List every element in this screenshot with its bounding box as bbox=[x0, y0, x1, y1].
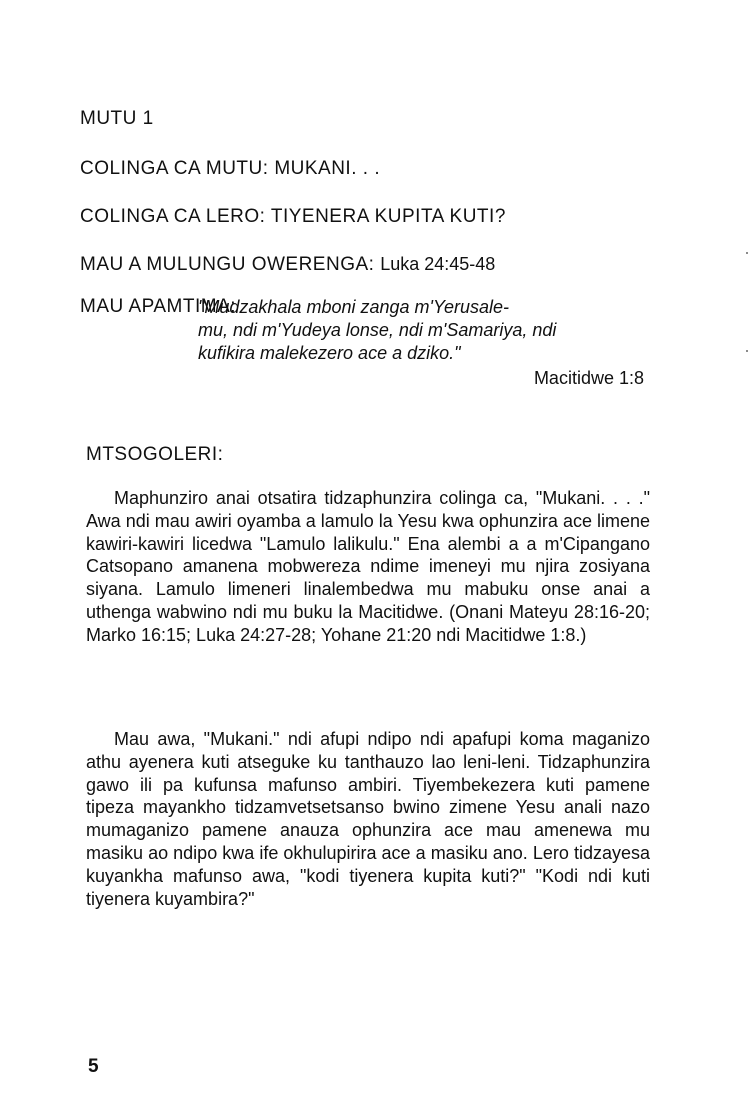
memory-verse-reference: Macitidwe 1:8 bbox=[533, 368, 644, 388]
scan-speck bbox=[746, 350, 748, 352]
section-title bbox=[86, 444, 223, 466]
lesson-number-text: MUTU 1 bbox=[80, 108, 154, 129]
section-title-text: MTSOGOLERI: bbox=[86, 444, 224, 465]
scripture-reading-line bbox=[80, 254, 495, 276]
memory-verse-line-1: "Mudzakhala mboni zanga m'Yerusale- bbox=[198, 297, 509, 317]
lesson-number bbox=[80, 108, 154, 130]
today-aim-value: TIYENERA KUPITA KUTI? bbox=[270, 206, 506, 227]
scripture-reading-label: MAU A MULUNGU OWERENGA: bbox=[80, 254, 375, 275]
scripture-reading-value: Luka 24:45-48 bbox=[380, 254, 496, 274]
paragraph-1: Maphunziro anai otsatira tidzaphunzira colinga ca, "Mukani. . . ." Awa ndi mau awiri oyamba a lamulo la Yesu kwa ophunzira ace limene kawiri-kawiri licedwa "Lamulo lalikulu." Ena alembi a a m'Cipangano Catsopano amanena mobwereza ndime imeneyi mu njira zosiyana siyana. Lamulo limeneri linalembedwa mu mabuku onse anai a uthenga wabwino ndi mu buku la Macitidwe. (Onani Mateyu 28:16-20; Marko 16:15; Luka 24:27-28; Yohane 21:20 ndi Macitidwe 1:8.) bbox=[86, 488, 650, 645]
today-aim-label: COLINGA CA LERO: bbox=[80, 206, 266, 227]
lesson-aim-label: COLINGA CA MUTU: bbox=[80, 158, 269, 179]
memory-verse-label: MAU APAMTIMA: bbox=[80, 296, 237, 317]
today-aim-line bbox=[80, 206, 506, 228]
paragraph-2: Mau awa, "Mukani." ndi afupi ndipo ndi apafupi koma maganizo athu ayenera kuti atseguke ku tanthauzo lao leni-leni. Tidzaphunzira gawo ili pa kufunsa mafunso ambiri. Tiyembekezera kuti pamene tipeza mayankho tidzamvetsetsanso bwino zimene Yesu anali nazo mumaganizo pamene anauza ophunzira ace mau amenewa mu masiku ao ndipo kwa ife okhulupirira ace a masiku ano. Lero tidzayesa kuyankha mafunso awa, "kodi tiyenera kupita kuti?" "Kodi ndi kuti tiyenera kuyambira?" bbox=[86, 729, 650, 909]
page-number: 5 bbox=[88, 1056, 99, 1077]
lesson-aim-line bbox=[80, 158, 380, 180]
memory-verse-line-3: kufikira malekezero ace a dziko." bbox=[198, 343, 461, 363]
lesson-aim-value: MUKANI. . . bbox=[274, 158, 381, 179]
memory-verse-text bbox=[198, 296, 654, 365]
memory-verse-line-2: mu, ndi m'Yudeya lonse, ndi m'Samariya, ndi bbox=[198, 320, 557, 340]
scan-speck bbox=[746, 252, 748, 254]
